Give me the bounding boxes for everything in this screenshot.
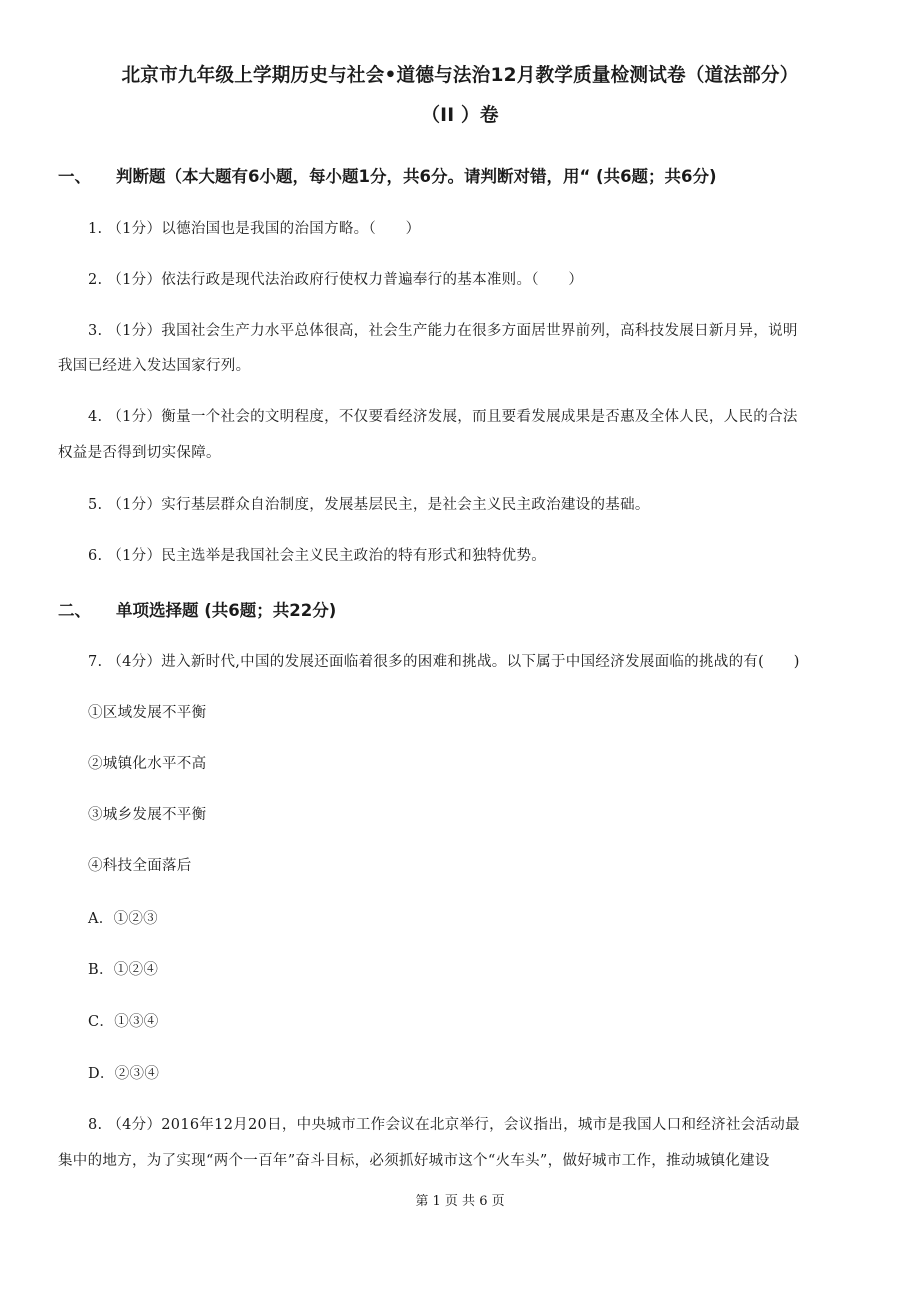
question-1: 1. （1分）以德治国也是我国的治国方略。（ ） [88,221,421,237]
question-6: 6. （1分）民主选举是我国社会主义民主政治的特有形式和独特优势。 [88,548,547,564]
section-title: 判断题（本大题有6小题，每小题1分，共6分。请判断对错，用“ (共6题；共6分) [116,167,717,186]
question-7-option-b[interactable]: B．①②④ [88,962,159,978]
question-7-statement: ④科技全面落后 [88,858,192,874]
question-7-option-d[interactable]: D．②③④ [88,1066,160,1082]
section-number: 二、 [58,601,91,620]
question-3-continued: 我国已经进入发达国家行列。 [58,358,251,374]
page-subtitle: （II ）卷 [421,104,499,126]
question-7-option-a[interactable]: A．①②③ [88,911,158,927]
question-7-option-c[interactable]: C．①③④ [88,1014,159,1030]
section-number: 一、 [58,167,91,186]
section-title: 单项选择题 (共6题；共22分) [116,601,337,620]
question-8-continued: 集中的地方，为了实现“两个一百年”奋斗目标，必须抓好城市这个“火车头”，做好城市工作，推动城镇化建设 [58,1153,770,1169]
question-7-statement: ②城镇化水平不高 [88,756,207,772]
question-4-continued: 权益是否得到切实保障。 [58,445,221,461]
page-title: 北京市九年级上学期历史与社会•道德与法治12月教学质量检测试卷（道法部分） [121,64,799,86]
page-footer: 第 1 页 共 6 页 [415,1194,505,1209]
section-heading-choice [58,597,336,621]
question-8: 8. （4分）2016年12月20日，中央城市工作会议在北京举行，会议指出，城市是我国人口和经济社会活动最 [88,1117,800,1133]
question-7-statement: ③城乡发展不平衡 [88,807,207,823]
question-4: 4. （1分）衡量一个社会的文明程度，不仅要看经济发展，而且要看发展成果是否惠及全体人民，人民的合法 [88,409,798,425]
question-2: 2. （1分）依法行政是现代法治政府行使权力普遍奉行的基本准则。（ ） [88,272,584,288]
question-7-stem: 7. （4分）进入新时代,中国的发展还面临着很多的困难和挑战。以下属于中国经济发展面临的挑战的有( ) [88,654,800,670]
section-heading-judgment [58,163,717,187]
question-3: 3. （1分）我国社会生产力水平总体很高，社会生产能力在很多方面居世界前列，高科技发展日新月异，说明 [88,323,798,339]
question-7-statement: ①区域发展不平衡 [88,705,207,721]
question-5: 5. （1分）实行基层群众自治制度，发展基层民主，是社会主义民主政治建设的基础。 [88,497,650,513]
